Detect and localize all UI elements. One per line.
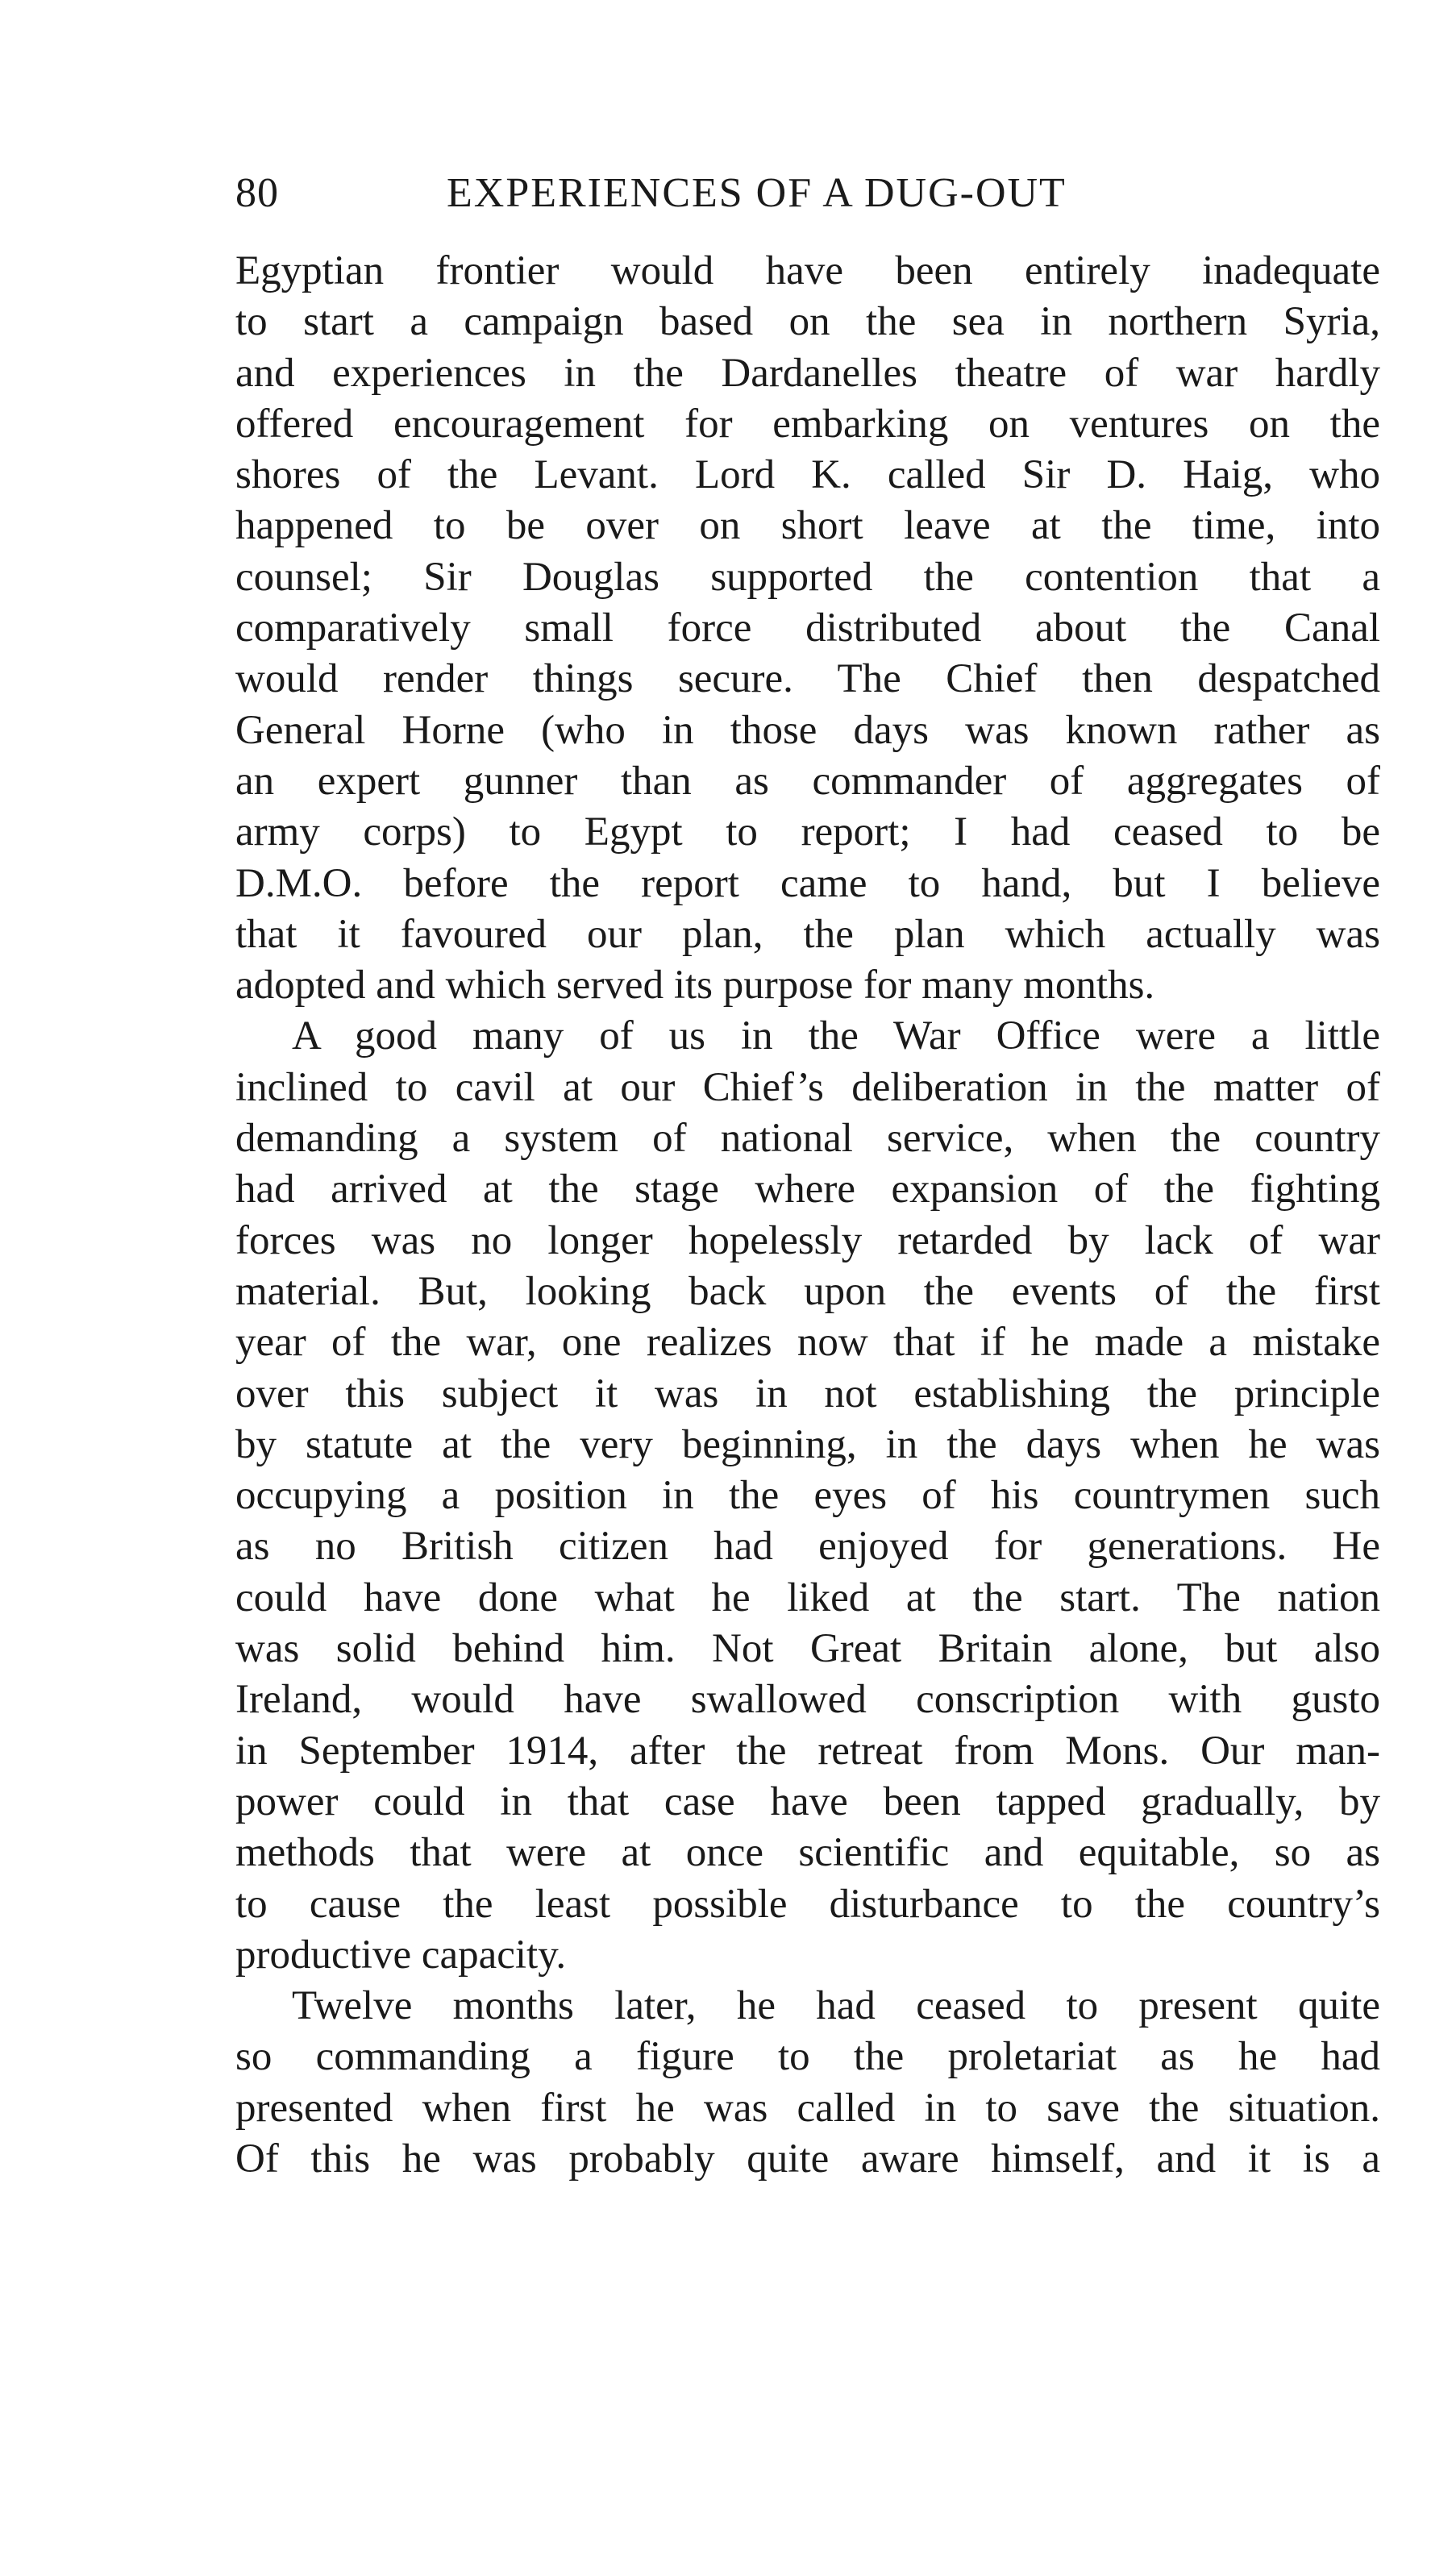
text-line: would render things secure. The Chief then despatched [235, 656, 1380, 702]
text-line: army corps) to Egypt to report; I had ceased to be [235, 809, 1380, 855]
text-line: could have done what he liked at the start. The nation [235, 1574, 1380, 1620]
text-line: was solid behind him. Not Great Britain alone, but also [235, 1626, 1380, 1672]
text-line: as no British citizen had enjoyed for generations. He [235, 1524, 1380, 1570]
text-line: so commanding a figure to the proletariat as he had [235, 2034, 1380, 2080]
text-line: comparatively small force distributed about the Canal [235, 605, 1380, 651]
running-title: EXPERIENCES OF A DUG-OUT [447, 170, 1067, 216]
text-line: forces was no longer hopelessly retarded by lack of war [235, 1217, 1380, 1263]
text-line: inclined to cavil at our Chief’s deliberation in the matter of [235, 1064, 1380, 1110]
text-line: Egyptian frontier would have been entirely inadequate [235, 248, 1380, 293]
text-line: presented when first he was called in to save the situation. [235, 2085, 1380, 2131]
text-line: had arrived at the stage where expansion of the fighting [235, 1167, 1380, 1213]
body-text [235, 246, 1380, 2185]
text-line: productive capacity. [235, 1932, 567, 1978]
text-line: to start a campaign based on the sea in northern Syria, [235, 299, 1380, 345]
text-line: shores of the Levant. Lord K. called Sir D. Haig, who [235, 452, 1380, 498]
text-line: to cause the least possible disturbance to the country’s [235, 1881, 1380, 1927]
text-line: in September 1914, after the retreat from Mons. Our man- [235, 1728, 1380, 1774]
text-line: by statute at the very beginning, in the days when he was [235, 1421, 1380, 1467]
page-number: 80 [235, 170, 279, 216]
text-line: year of the war, one realizes now that if he made a mistake [235, 1320, 1380, 1366]
running-head [235, 165, 1380, 222]
text-line: Twelve months later, he had ceased to present quite [292, 1983, 1380, 2029]
text-line: that it favoured our plan, the plan which actually was [235, 911, 1380, 957]
text-line: an expert gunner than as commander of aggregates of [235, 758, 1380, 804]
text-line: and experiences in the Dardanelles theatre of war hardly [235, 350, 1380, 396]
text-line: happened to be over on short leave at the time, into [235, 503, 1380, 549]
text-line: A good many of us in the War Office were a little [292, 1013, 1380, 1059]
text-line: methods that were at once scientific and equitable, so as [235, 1830, 1380, 1876]
text-line: adopted and which served its purpose for many months. [235, 963, 1155, 1009]
text-line: Of this he was probably quite aware himself, and it is a [235, 2136, 1380, 2182]
text-line: demanding a system of national service, when the country [235, 1116, 1380, 1162]
text-line: General Horne (who in those days was known rather as [235, 707, 1380, 753]
text-line: occupying a position in the eyes of his countrymen such [235, 1473, 1380, 1519]
text-line: over this subject it was in not establishing the principle [235, 1371, 1380, 1416]
text-line: material. But, looking back upon the events of the first [235, 1268, 1380, 1314]
text-line: offered encouragement for embarking on ventures on the [235, 401, 1380, 447]
text-line: counsel; Sir Douglas supported the contention that a [235, 554, 1380, 600]
text-line: D.M.O. before the report came to hand, but I believe [235, 860, 1380, 906]
text-line: Ireland, would have swallowed conscription with gusto [235, 1677, 1380, 1723]
text-line: power could in that case have been tapped gradually, by [235, 1778, 1380, 1824]
